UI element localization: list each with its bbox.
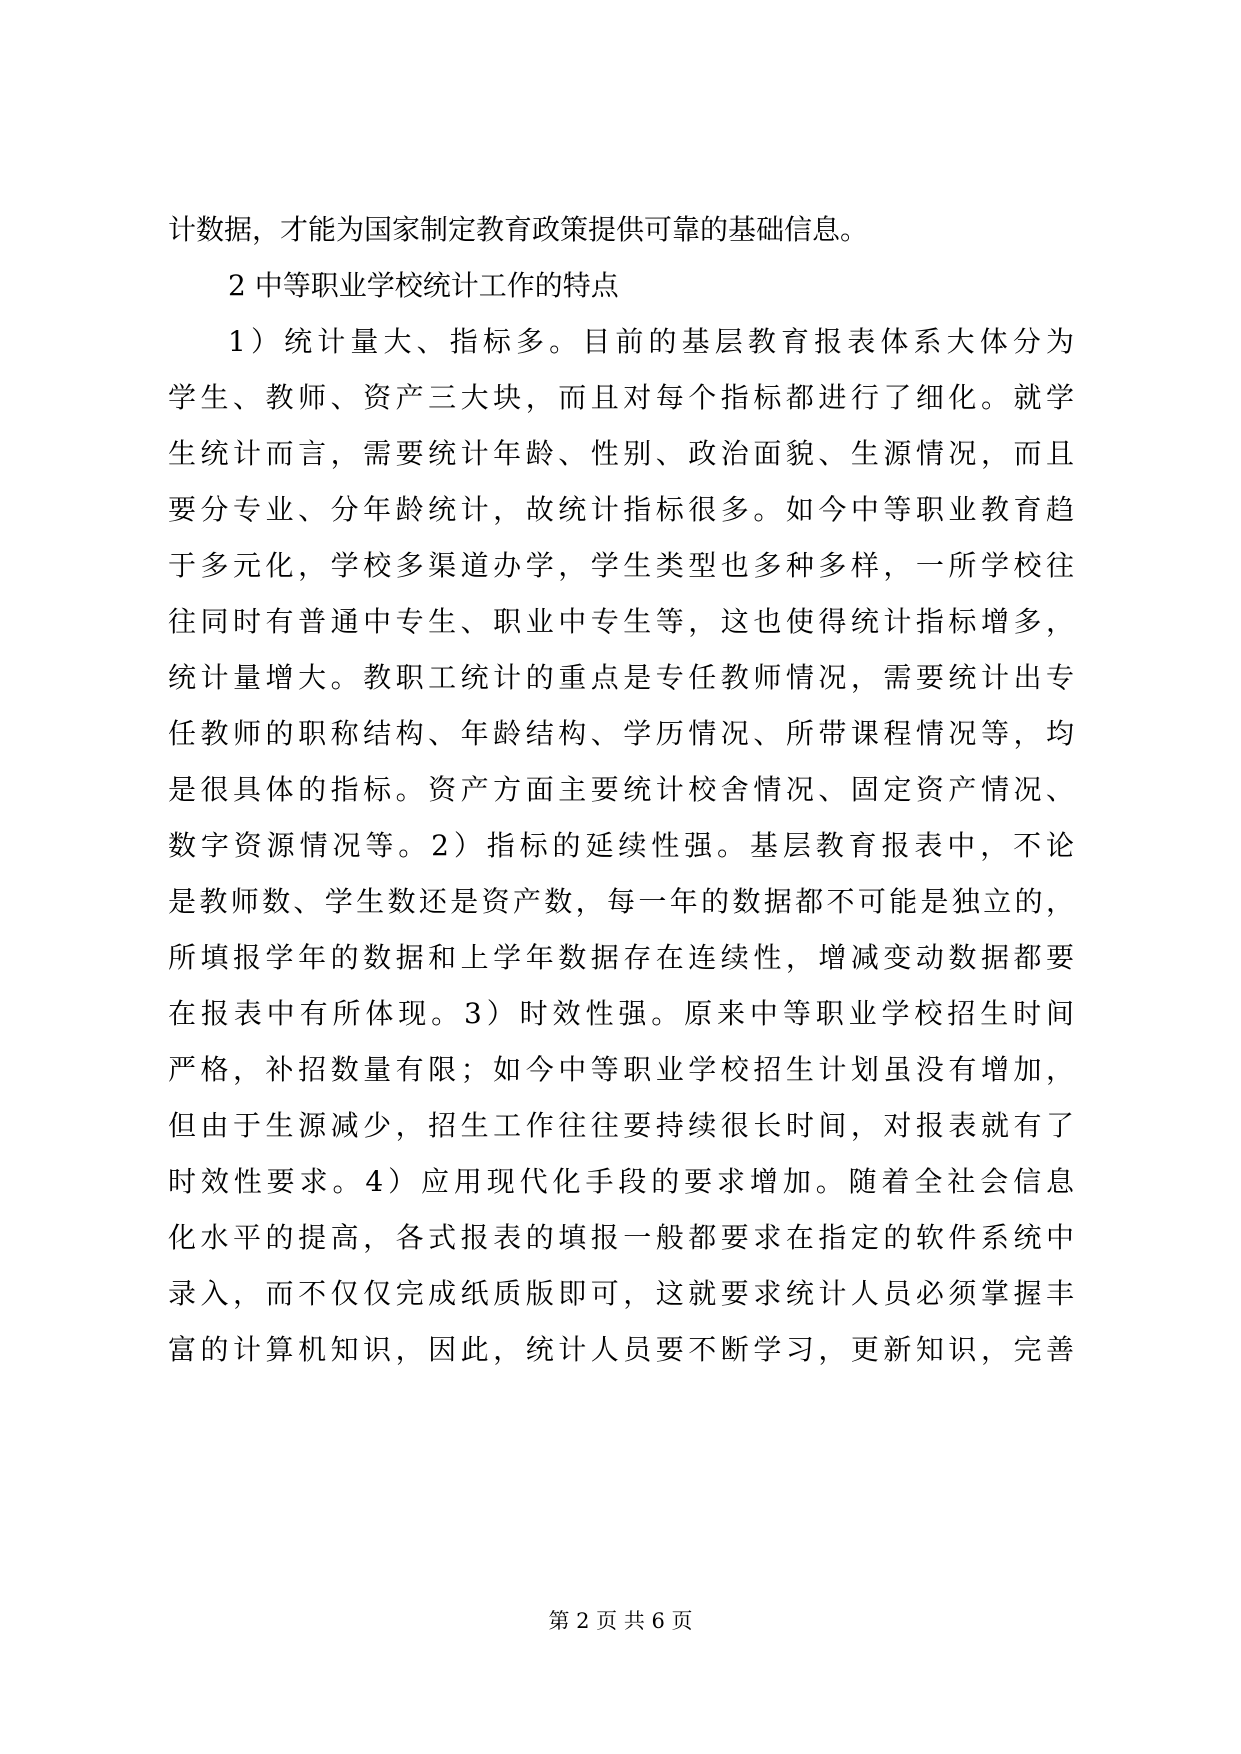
text-line: 于多元化，学校多渠道办学，学生类型也多种多样，一所学校往 — [168, 549, 1074, 582]
page-number-label: 第 2 页 共 6 页 — [548, 1609, 693, 1633]
section-heading: 2 中等职业学校统计工作的特点 — [228, 269, 619, 302]
text-line: 所填报学年的数据和上学年数据存在连续性，增减变动数据都要 — [168, 941, 1074, 974]
page-footer — [0, 1606, 1241, 1636]
text-line: 要分专业、分年龄统计，故统计指标很多。如今中等职业教育趋 — [168, 493, 1074, 526]
text-line: 是教师数、学生数还是资产数，每一年的数据都不可能是独立的， — [168, 885, 1074, 918]
text-line: 生统计而言，需要统计年龄、性别、政治面貌、生源情况，而且 — [168, 437, 1074, 470]
text-line: 统计量增大。教职工统计的重点是专任教师情况，需要统计出专 — [168, 661, 1074, 694]
text-line: 时效性要求。4）应用现代化手段的要求增加。随着全社会信息 — [168, 1165, 1074, 1198]
text-line: 是很具体的指标。资产方面主要统计校舍情况、固定资产情况、 — [168, 773, 1074, 806]
text-line: 学生、教师、资产三大块，而且对每个指标都进行了细化。就学 — [168, 381, 1074, 414]
text-line: 数字资源情况等。2）指标的延续性强。基层教育报表中，不论 — [168, 829, 1074, 862]
text-line: 往同时有普通中专生、职业中专生等，这也使得统计指标增多， — [168, 605, 1074, 638]
text-line: 严格，补招数量有限；如今中等职业学校招生计划虽没有增加， — [168, 1053, 1074, 1086]
body-text — [168, 202, 1074, 1378]
text-line: 1）统计量大、指标多。目前的基层教育报表体系大体分为 — [228, 325, 1074, 358]
text-line: 录入，而不仅仅完成纸质版即可，这就要求统计人员必须掌握丰 — [168, 1277, 1074, 1310]
text-line: 化水平的提高，各式报表的填报一般都要求在指定的软件系统中 — [168, 1221, 1074, 1254]
text-line: 在报表中有所体现。3）时效性强。原来中等职业学校招生时间 — [168, 997, 1074, 1030]
text-line: 任教师的职称结构、年龄结构、学历情况、所带课程情况等，均 — [168, 717, 1074, 750]
text-line: 计数据，才能为国家制定教育政策提供可靠的基础信息。 — [168, 213, 869, 246]
text-line: 但由于生源减少，招生工作往往要持续很长时间，对报表就有了 — [168, 1109, 1074, 1142]
text-line: 富的计算机知识，因此，统计人员要不断学习，更新知识，完善 — [168, 1333, 1074, 1366]
